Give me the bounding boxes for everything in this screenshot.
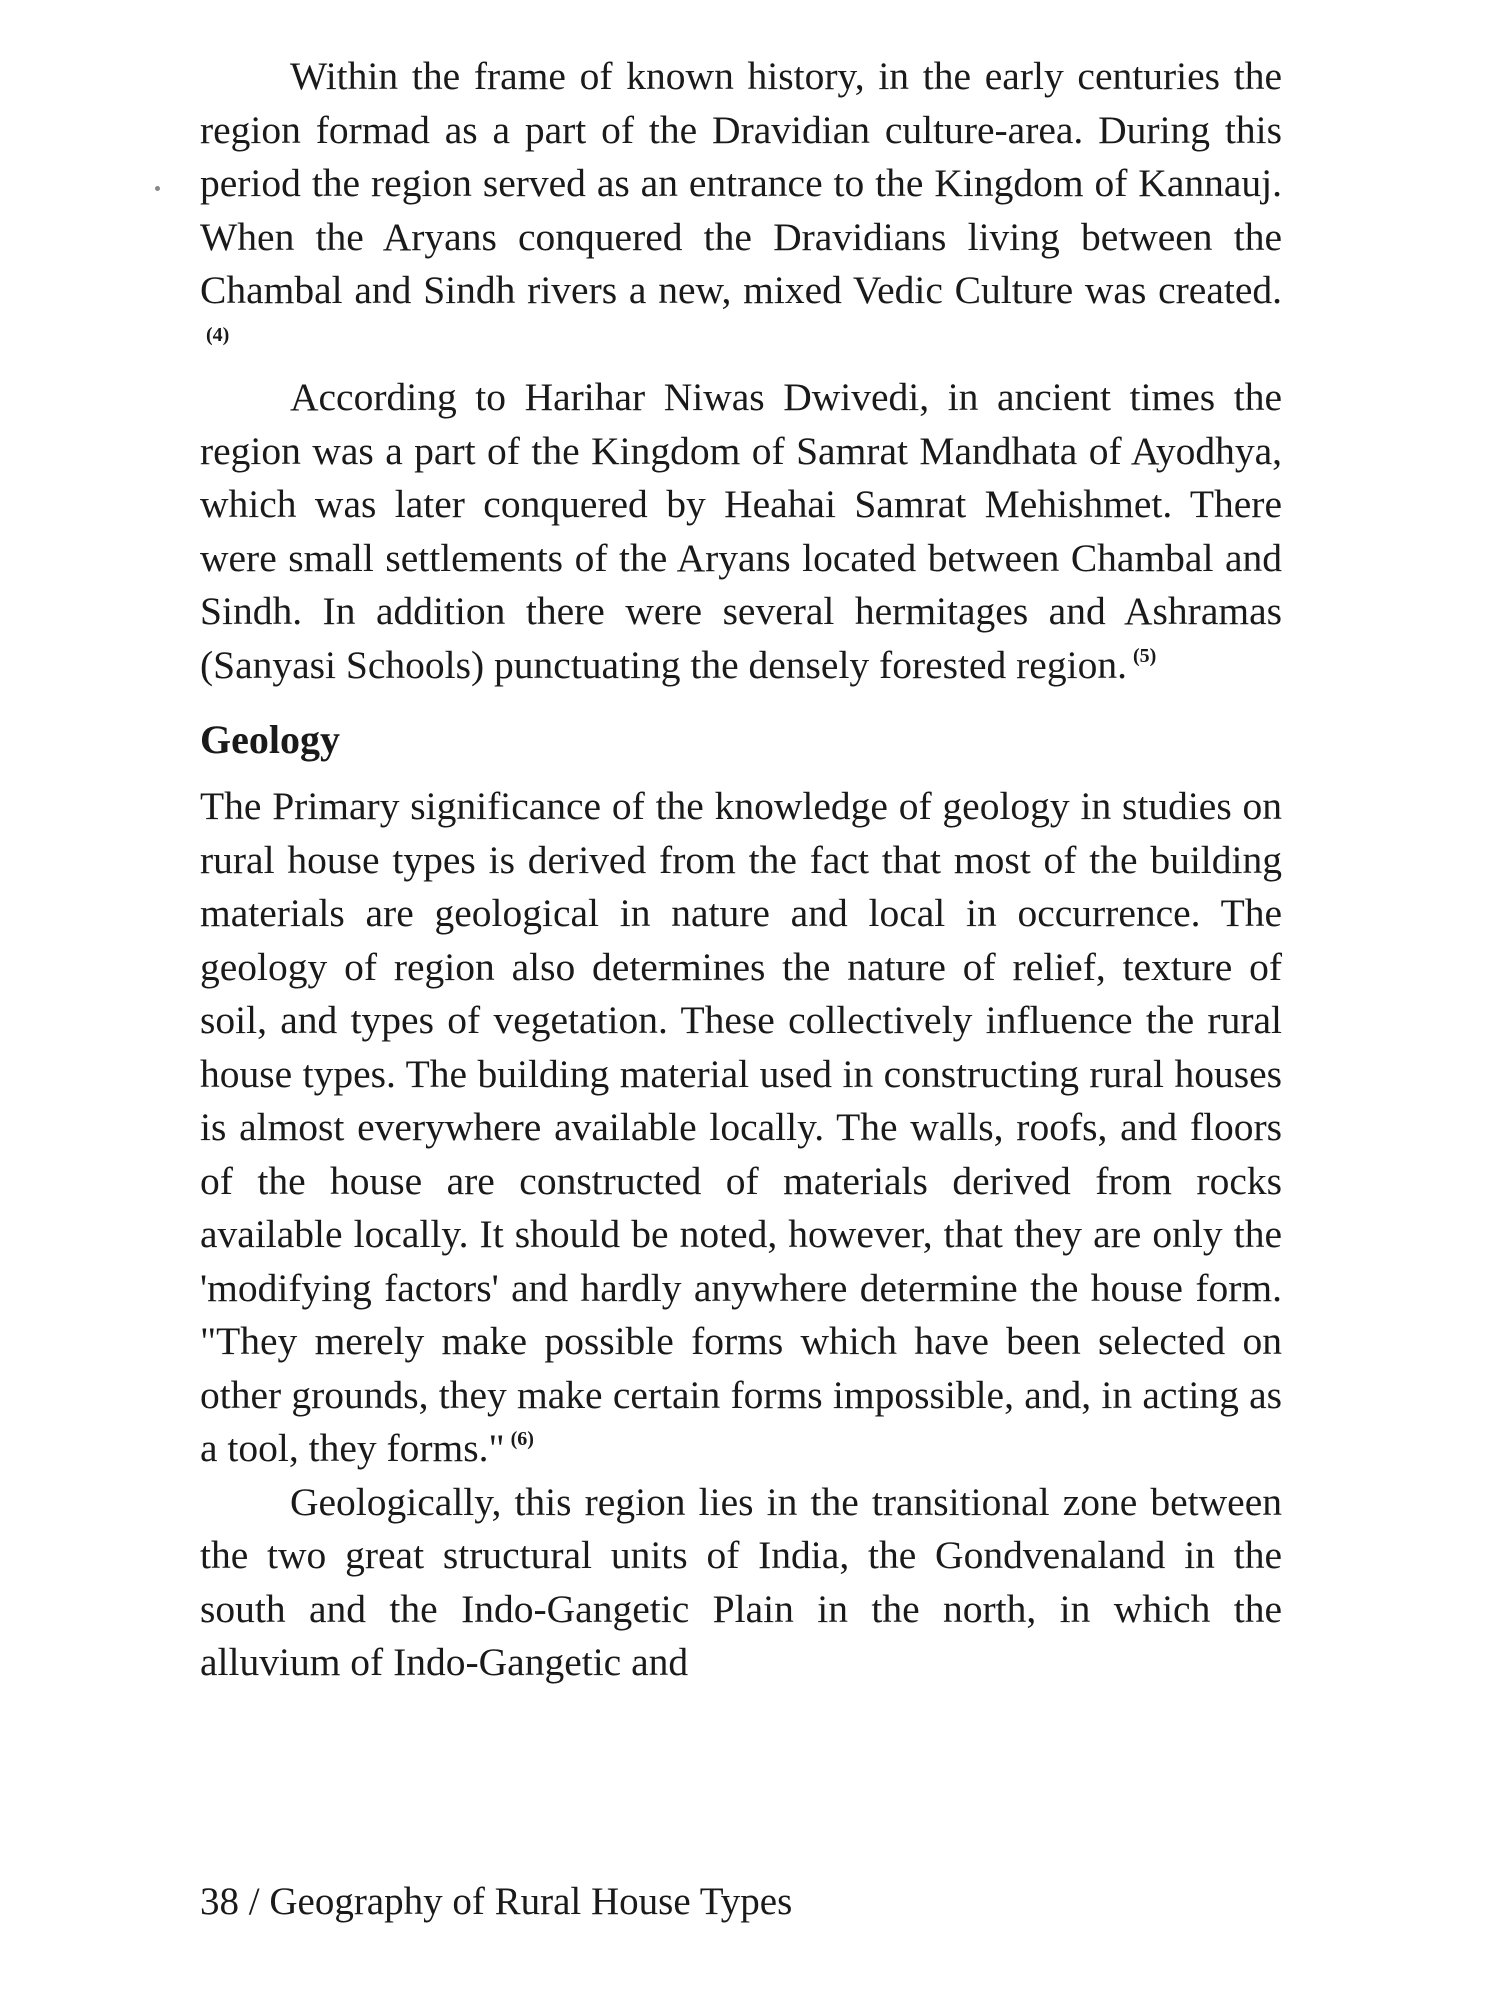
- paragraph-text: The Primary significance of the knowledge of geology in studies on rural house types is derived from the fact that most of the building materials are geological in nature and local in occurrence. The geology of region also determines the nature of relief, texture of soil, and types of vegetation. These collectively influence the rural house types. The building material used in constructing rural houses is almost everywhere available locally. The walls, roofs, and floors of the house are constructed of materials derived from rocks available locally. It should be noted, however, that they are only the 'modifying factors' and hardly anywhere determine the house form. "They merely make possible forms which have been selected on other grounds, they make certain forms impossible, and, in acting as a tool, they forms.": [200, 784, 1282, 1470]
- paragraph-text: Within the frame of known history, in the early centuries the region formad as a part of the Dravidian culture-area. During this period the region served as an entrance to the Kingdom of Kannauj. When the Aryans conquered the Dravidians living between the Chambal and Sindh rivers a new, mixed Vedic Culture was created.: [200, 54, 1282, 312]
- footnote-marker: (5): [1132, 644, 1157, 667]
- section-heading-geology: Geology: [200, 717, 340, 762]
- footnote-marker: (6): [510, 1428, 534, 1450]
- page-body: [200, 50, 1282, 1690]
- footnote-marker: (4): [206, 323, 230, 346]
- paragraph-dwivedi: [200, 371, 1282, 692]
- paragraph-text: According to Harihar Niwas Dwivedi, in ancient times the region was a part of the Kingdom of Samrat Mandhata of Ayodhya, which was later conquered by Heahai Samrat Mehishmet. There were small settlements of the Aryans located between Chambal and Sindh. In addition there were several hermitages and Ashramas (Sanyasi Schools) punctuating the densely forested region.: [200, 375, 1282, 687]
- paragraph-transitional-zone: [200, 1476, 1282, 1690]
- page-number: 38: [200, 1880, 239, 1923]
- page-footer: [200, 1876, 792, 1928]
- scan-speck: [155, 186, 160, 191]
- paragraph-geology-significance: [200, 780, 1282, 1476]
- footer-separator: /: [248, 1880, 260, 1923]
- paragraph-dravidian-culture: [200, 50, 1282, 371]
- book-title: Geography of Rural House Types: [269, 1880, 793, 1923]
- paragraph-text: Geologically, this region lies in the transitional zone between the two great structural units of India, the Gondvenaland in the south and the Indo-Gangetic Plain in the north, in which the alluvium of Indo-Gangetic and: [200, 1479, 1282, 1684]
